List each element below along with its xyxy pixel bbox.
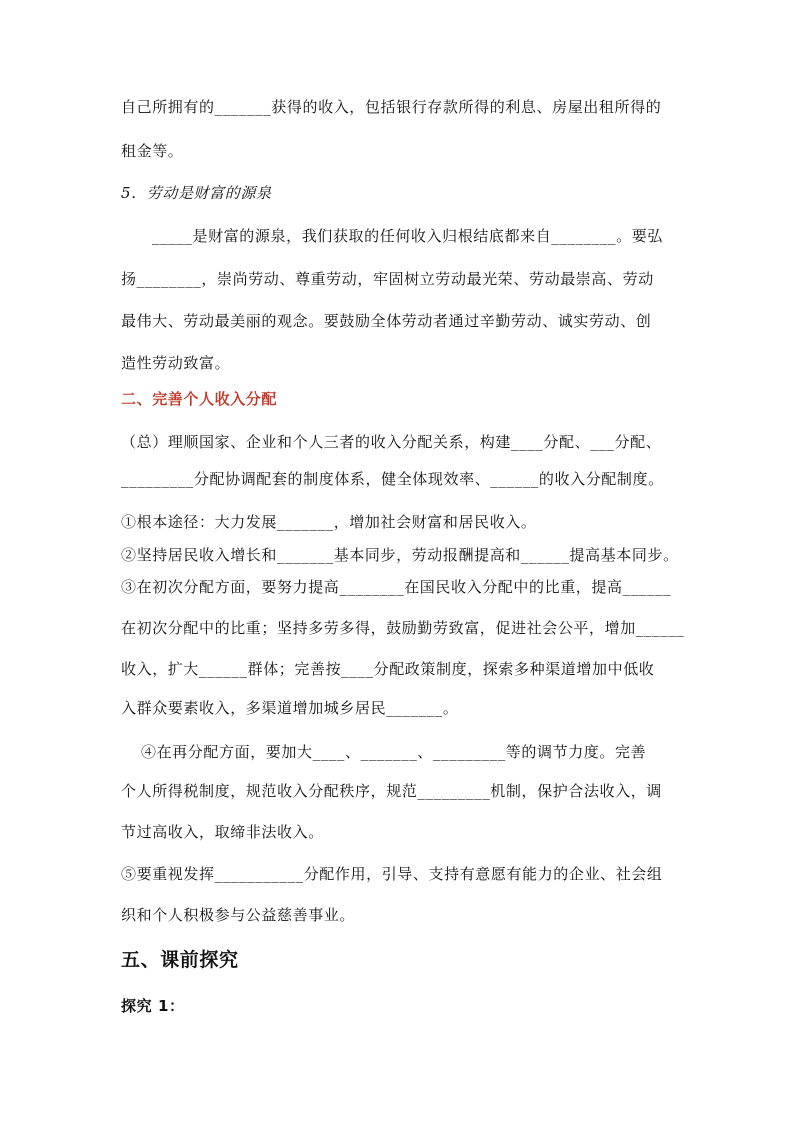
text-line: 入群众要素收入，多渠道增加城乡居民_______。 [121,699,459,717]
text-line: 最伟大、劳动最美丽的观念。要鼓励全体劳动者通过辛勤劳动、诚实劳动、创 [121,312,652,330]
text-line: 租金等。 [121,142,184,160]
text-line: 自己所拥有的_______获得的收入，包括银行存款所得的利息、房屋出租所得的 [121,98,662,116]
section-heading-red: 二、完善个人收入分配 [121,390,278,408]
text-line: （总）理顺国家、企业和个人三者的收入分配关系，构建____分配、___分配、 [121,433,662,451]
text-line: _________分配协调配套的制度体系，健全体现效率、______的收入分配制度。 [121,470,664,488]
subsection-heading: 探究 1： [121,997,185,1015]
section-heading-large: 五、课前探究 [121,949,239,971]
section-heading: 5．劳动是财富的源泉 [121,184,272,202]
text-line: 织和个人积极参与公益慈善事业。 [121,906,356,924]
text-line: ②坚持居民收入增长和_______基本同步，劳动报酬提高和______提高基本同步。 [121,546,679,564]
text-line: 造性劳动致富。 [121,354,231,372]
text-line: 收入，扩大______群体；完善按____分配政策制度，探索多种渠道增加中低收 [121,660,655,678]
text-line: 个人所得税制度，规范收入分配秩序，规范_________机制，保护合法收入，调 [121,782,662,800]
text-line: 在初次分配中的比重；坚持多劳多得，鼓励勤劳致富，促进社会公平，增加______ [121,619,685,637]
text-line: ①根本途径：大力发展_______，增加社会财富和居民收入。 [121,513,537,531]
text-line: 节过高收入，取缔非法收入。 [121,823,324,841]
text-line: _____是财富的源泉，我们获取的任何收入归根结底都来自________。要弘 [152,227,663,245]
text-line: ③在初次分配方面，要努力提高________在国民收入分配中的比重，提高______ [121,578,672,596]
text-line: ④在再分配方面，要加大____、_______、_________等的调节力度。完善 [141,743,647,761]
text-line: ⑤要重视发挥___________分配作用，引导、支持有意愿有能力的企业、社会组 [121,865,663,883]
text-line: 扬________，崇尚劳动、尊重劳动，牢固树立劳动最光荣、劳动最崇高、劳动 [121,270,654,288]
